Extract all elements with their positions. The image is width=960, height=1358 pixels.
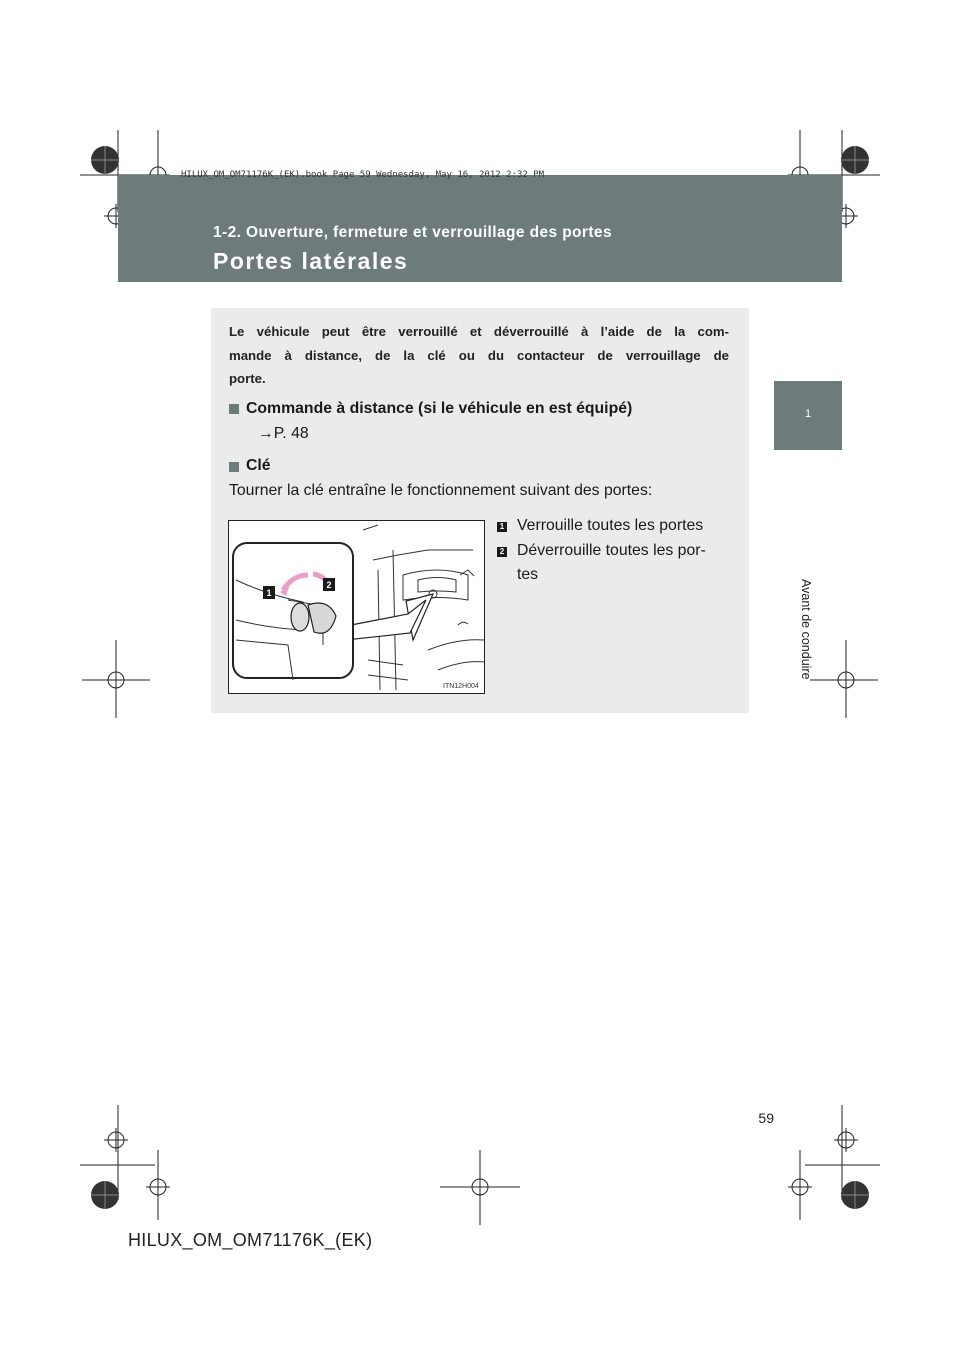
chapter-number: 1 (804, 408, 812, 420)
intro-line-3: porte. (229, 371, 266, 386)
step-1-text: Verrouille toutes les portes (517, 517, 704, 534)
page-heading: Portes latérales (213, 248, 409, 274)
callout-1-label: 1 (266, 588, 272, 598)
step-1-badge: 1 (497, 522, 507, 532)
section1-ref: →P. 48 (258, 425, 309, 442)
bullet-square-icon (229, 404, 239, 414)
section1-title: Commande à distance (si le véhicule en est équipé) (246, 400, 633, 417)
bullet-square-icon (229, 462, 239, 472)
document-code: HILUX_OM_OM71176K_(EK) (128, 1230, 373, 1250)
intro-line-2: mande à distance, de la clé ou du contacteur de verrouillage de (229, 347, 729, 363)
callout-2-label: 2 (326, 580, 332, 590)
step-2-badge: 2 (497, 547, 507, 557)
chapter-label (799, 455, 813, 680)
section2-text: Tourner la clé entraîne le fonctionnement suivant des portes: (229, 482, 653, 499)
door-key-illustration (228, 520, 485, 694)
illustration-code: ITN12H004 (443, 683, 479, 690)
step-2-text: Déverrouille toutes les por- (517, 542, 706, 559)
chapter-label-text: Avant de conduire (799, 579, 813, 680)
step-2-text-cont: tes (517, 566, 539, 583)
intro-line-1: Le véhicule peut être verrouillé et déverrouillé à l’aide de la com- (229, 324, 729, 339)
page-number: 59 (758, 1110, 774, 1126)
intro-paragraph (229, 320, 729, 391)
section-title: 1-2. Ouverture, fermeture et verrouillage des portes (213, 224, 612, 241)
section2-title: Clé (246, 457, 271, 474)
door-key-drawing (228, 520, 485, 694)
print-stamp: HILUX_OM_OM71176K_(EK).book Page 59 Wednesday, May 16, 2012 2:32 PM (181, 170, 545, 180)
